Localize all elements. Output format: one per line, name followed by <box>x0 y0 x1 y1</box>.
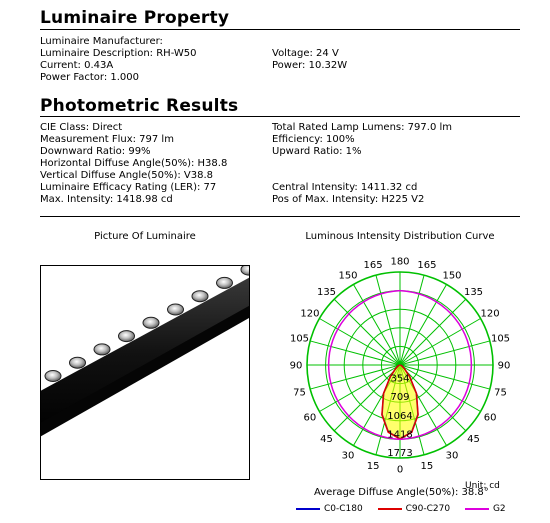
angle-label: 105 <box>490 333 511 345</box>
photometric-line: Downward Ratio: 99% <box>40 146 151 157</box>
grid-spoke <box>376 275 400 365</box>
angle-label: 105 <box>289 333 310 345</box>
grid-spoke <box>400 319 481 366</box>
luminaire-property-title: Luminaire Property <box>40 8 230 28</box>
photometric-line: Total Rated Lamp Lumens: 797.0 lm <box>272 122 453 133</box>
angle-label: 165 <box>417 260 437 271</box>
legend-label: C90-C270 <box>405 504 451 514</box>
photometric-left-column <box>40 122 227 206</box>
legend-label: G2 <box>492 504 506 514</box>
grid-spoke <box>400 299 466 365</box>
photometric-line: Upward Ratio: 1% <box>272 146 362 157</box>
lens <box>119 331 135 342</box>
angle-label: 30 <box>341 450 355 462</box>
angle-label: 30 <box>445 450 459 462</box>
angle-label: 0 <box>396 464 404 476</box>
property-line: Power: 10.32W <box>272 60 348 71</box>
legend-item <box>296 504 363 514</box>
photometric-right-top <box>272 122 452 158</box>
lens <box>143 317 159 328</box>
lens <box>241 266 249 275</box>
angle-label: 135 <box>316 287 337 298</box>
photometric-line: Pos of Max. Intensity: H225 V2 <box>272 194 425 205</box>
angle-label: 45 <box>467 434 480 445</box>
photometric-line: Efficiency: 100% <box>272 134 355 145</box>
angle-label: 60 <box>483 412 497 424</box>
photometric-line: Vertical Diffuse Angle(50%): V38.8 <box>40 170 213 181</box>
grid-spoke <box>310 341 400 365</box>
luminaire-bar-illustration <box>41 266 249 479</box>
lens <box>192 291 208 302</box>
average-diffuse-angle: Average Diffuse Angle(50%): 38.8° <box>314 487 489 498</box>
photometric-line: Measurement Flux: 797 lm <box>40 134 174 145</box>
chart-title: Luminous Intensity Distribution Curve <box>305 231 495 242</box>
title-underline <box>40 116 520 117</box>
property-line: Luminaire Manufacturer: <box>40 36 163 47</box>
legend-item <box>378 504 450 514</box>
legend-swatch <box>378 508 402 510</box>
photometric-results-title: Photometric Results <box>40 96 239 116</box>
property-line: Power Factor: 1.000 <box>40 72 140 83</box>
photometric-line: Luminaire Efficacy Rating (LER): 77 <box>40 182 217 193</box>
radial-label: 1418 <box>387 429 413 441</box>
lens <box>217 277 233 288</box>
angle-label: 15 <box>366 461 380 472</box>
picture-caption: Picture Of Luminaire <box>94 231 196 242</box>
photometric-line: Max. Intensity: 1418.98 cd <box>40 194 173 205</box>
angle-label: 45 <box>320 434 333 445</box>
photometric-right-bottom <box>272 182 424 206</box>
angle-label: 150 <box>442 270 462 282</box>
radial-label: 1064 <box>387 410 413 422</box>
photometric-line: CIE Class: Direct <box>40 122 123 133</box>
unit-label: Unit: cd <box>465 481 500 491</box>
property-line: Luminaire Description: RH-W50 <box>40 48 197 59</box>
angle-label: 90 <box>289 360 303 372</box>
radial-label: 354 <box>390 373 410 385</box>
legend-label: C0-C180 <box>324 504 363 514</box>
grid-spoke <box>400 275 424 365</box>
chart-legend <box>296 504 506 514</box>
angle-label: 150 <box>338 270 358 282</box>
grid-spoke <box>334 299 400 365</box>
photometric-line: Horizontal Diffuse Angle(50%): H38.8 <box>40 158 228 169</box>
angle-label: 75 <box>494 387 507 399</box>
property-right-column <box>272 48 347 72</box>
property-left-column <box>40 36 197 84</box>
lens <box>70 357 86 368</box>
angle-label: 135 <box>463 287 484 298</box>
section-divider <box>40 216 520 217</box>
grid-spoke <box>400 341 490 365</box>
property-line: Voltage: 24 V <box>272 48 339 59</box>
legend-swatch <box>465 508 489 510</box>
angle-label: 90 <box>497 360 511 372</box>
lens <box>168 304 184 315</box>
photometric-line: Central Intensity: 1411.32 cd <box>272 182 418 193</box>
legend-item <box>465 504 506 514</box>
lens <box>94 344 110 355</box>
angle-label: 75 <box>293 387 306 399</box>
angle-label: 180 <box>390 256 410 268</box>
luminaire-photo <box>40 265 250 480</box>
grid-spoke <box>354 284 401 365</box>
radial-label: 1773 <box>387 448 413 459</box>
angle-label: 120 <box>300 308 320 320</box>
grid-spoke <box>319 319 400 366</box>
grid-spoke <box>400 284 447 365</box>
title-underline <box>40 29 520 30</box>
legend-swatch <box>296 508 320 510</box>
angle-label: 60 <box>303 412 317 424</box>
angle-label: 165 <box>363 260 383 271</box>
radial-label: 709 <box>390 392 410 404</box>
angle-label: 120 <box>480 308 500 320</box>
angle-label: 15 <box>420 461 434 472</box>
property-line: Current: 0.43A <box>40 60 114 71</box>
lens <box>45 371 61 382</box>
